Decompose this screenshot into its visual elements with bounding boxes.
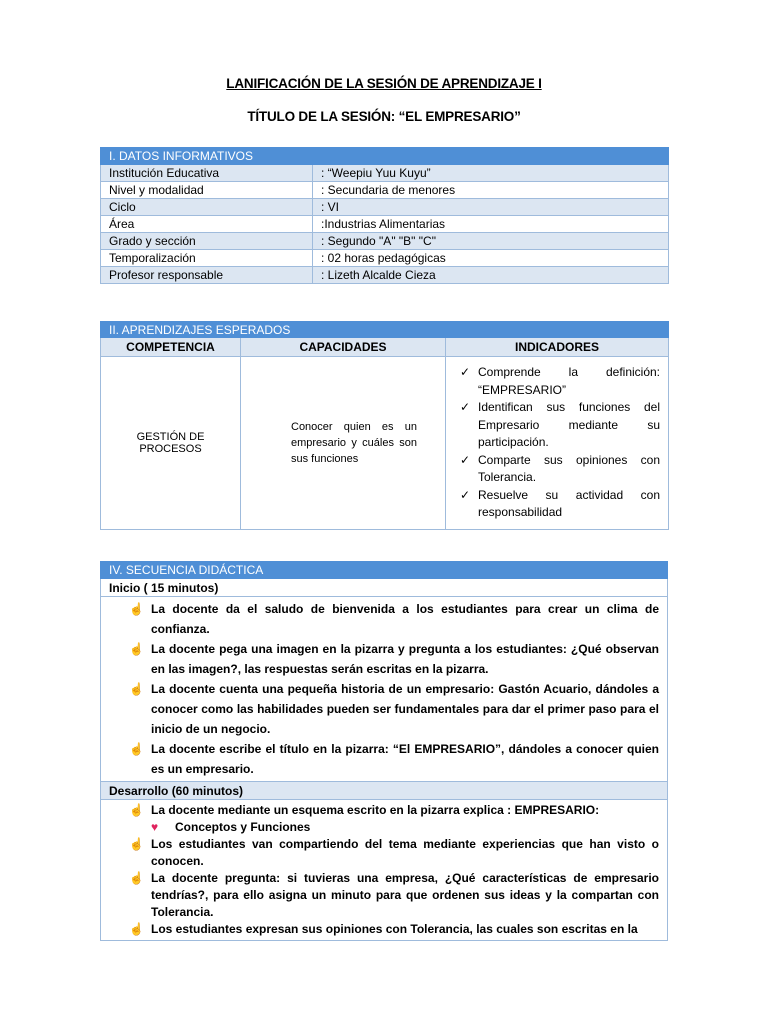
step-text: Los estudiantes van compartiendo del tema mediante experiencias que han visto o conocen.	[151, 837, 659, 868]
indicador-text: Identifican sus funciones del Empresario mediante su participación.	[478, 400, 661, 450]
datos-label: Institución Educativa	[101, 165, 313, 182]
hand-pointing-icon: ☝	[129, 602, 144, 616]
col-competencia: COMPETENCIA	[101, 338, 241, 357]
indicador-item	[458, 452, 660, 487]
indicador-item	[458, 399, 660, 452]
indicador-item	[458, 487, 660, 522]
inicio-label: Inicio ( 15 minutos)	[101, 579, 668, 597]
datos-label: Ciclo	[101, 199, 313, 216]
step-text: La docente pega una imagen en la pizarra y pregunta a los estudiantes: ¿Qué observan en las imagen?, las respuestas serán escritas en la pizarra.	[151, 642, 659, 676]
desarrollo-step	[125, 921, 659, 938]
desarrollo-step	[125, 870, 659, 921]
col-capacidades: CAPACIDADES	[241, 338, 446, 357]
indicador-text: Comprende la definición: “EMPRESARIO”	[478, 365, 661, 397]
desarrollo-label: Desarrollo (60 minutos)	[101, 782, 668, 800]
datos-value: : 02 horas pedagógicas	[313, 250, 669, 267]
inicio-step	[125, 739, 659, 779]
session-title: TÍTULO DE LA SESIÓN: “EL EMPRESARIO”	[247, 109, 521, 124]
step-text: La docente mediante un esquema escrito en la pizarra explica : EMPRESARIO:	[151, 803, 600, 817]
inicio-step	[125, 639, 659, 679]
competencia-cell: GESTIÓN DE PROCESOS	[101, 357, 241, 530]
step-text: La docente escribe el título en la pizarra: “El EMPRESARIO”, dándoles a conocer quien es un empresario.	[151, 742, 659, 776]
datos-value: : Secundaria de menores	[313, 182, 669, 199]
inicio-step	[125, 679, 659, 739]
inicio-content	[101, 597, 668, 782]
step-text: La docente pregunta: si tuvieras una empresa, ¿Qué características de empresario tendrías?, para ello asigna un minuto para que ordenen sus ideas y la compartan con Tolerancia.	[151, 871, 659, 919]
hand-pointing-icon: ☝	[129, 922, 144, 936]
desarrollo-subitem	[125, 819, 659, 836]
desarrollo-step	[125, 836, 659, 870]
desarrollo-content	[101, 800, 668, 941]
indicadores-list	[454, 364, 660, 522]
capacidad-cell: Conocer quien es un empresario y cuáles son sus funciones	[241, 357, 446, 530]
check-icon: ✓	[460, 487, 471, 502]
inicio-step	[125, 599, 659, 639]
datos-value: : “Weepiu Yuu Kuyu”	[313, 165, 669, 182]
datos-label: Nivel y modalidad	[101, 182, 313, 199]
indicadores-cell	[446, 357, 669, 530]
check-icon: ✓	[460, 400, 471, 415]
indicador-text: Resuelve su actividad con responsabilidad	[478, 487, 661, 520]
datos-label: Área	[101, 216, 313, 233]
document-title: LANIFICACIÓN DE LA SESIÓN DE APRENDIZAJE I	[226, 76, 542, 91]
step-text: La docente cuenta una pequeña historia de un empresario: Gastón Acuario, dándoles a conocer como las habilidades pueden ser fundamentales para dar el primer paso para el inicio de un negocio.	[151, 682, 659, 736]
indicador-text: Comparte sus opiniones con Tolerancia.	[478, 452, 661, 485]
subitem-text: Conceptos y Funciones	[175, 820, 311, 834]
datos-heading: I. DATOS INFORMATIVOS	[101, 148, 669, 165]
desarrollo-step	[125, 802, 659, 819]
hand-pointing-icon: ☝	[129, 642, 144, 656]
col-indicadores: INDICADORES	[446, 338, 669, 357]
check-icon: ✓	[460, 365, 471, 380]
hand-pointing-icon: ☝	[129, 803, 144, 817]
secuencia-heading: IV. SECUENCIA DIDÁCTICA	[101, 562, 668, 579]
datos-label: Profesor responsable	[101, 267, 313, 284]
aprendizajes-heading: II. APRENDIZAJES ESPERADOS	[101, 322, 669, 338]
hand-pointing-icon: ☝	[129, 837, 144, 851]
hand-pointing-icon: ☝	[129, 871, 144, 885]
datos-label: Grado y sección	[101, 233, 313, 250]
indicador-item	[458, 364, 660, 399]
datos-label: Temporalización	[101, 250, 313, 267]
datos-value: : VI	[313, 199, 669, 216]
heart-icon: ♥	[151, 820, 159, 834]
check-icon: ✓	[460, 452, 471, 467]
aprendizajes-table	[100, 321, 669, 530]
datos-value: : Segundo "A" "B" "C"	[313, 233, 669, 250]
hand-pointing-icon: ☝	[129, 682, 144, 696]
hand-pointing-icon: ☝	[129, 742, 144, 756]
step-text: Los estudiantes expresan sus opiniones con Tolerancia, las cuales son escritas en la	[151, 922, 638, 936]
datos-value: :Industrias Alimentarias	[313, 216, 669, 233]
step-text: La docente da el saludo de bienvenida a los estudiantes para crear un clima de confianza.	[151, 602, 659, 636]
datos-informativos-table	[100, 147, 669, 284]
datos-value: : Lizeth Alcalde Cieza	[313, 267, 669, 284]
secuencia-table	[100, 561, 668, 941]
